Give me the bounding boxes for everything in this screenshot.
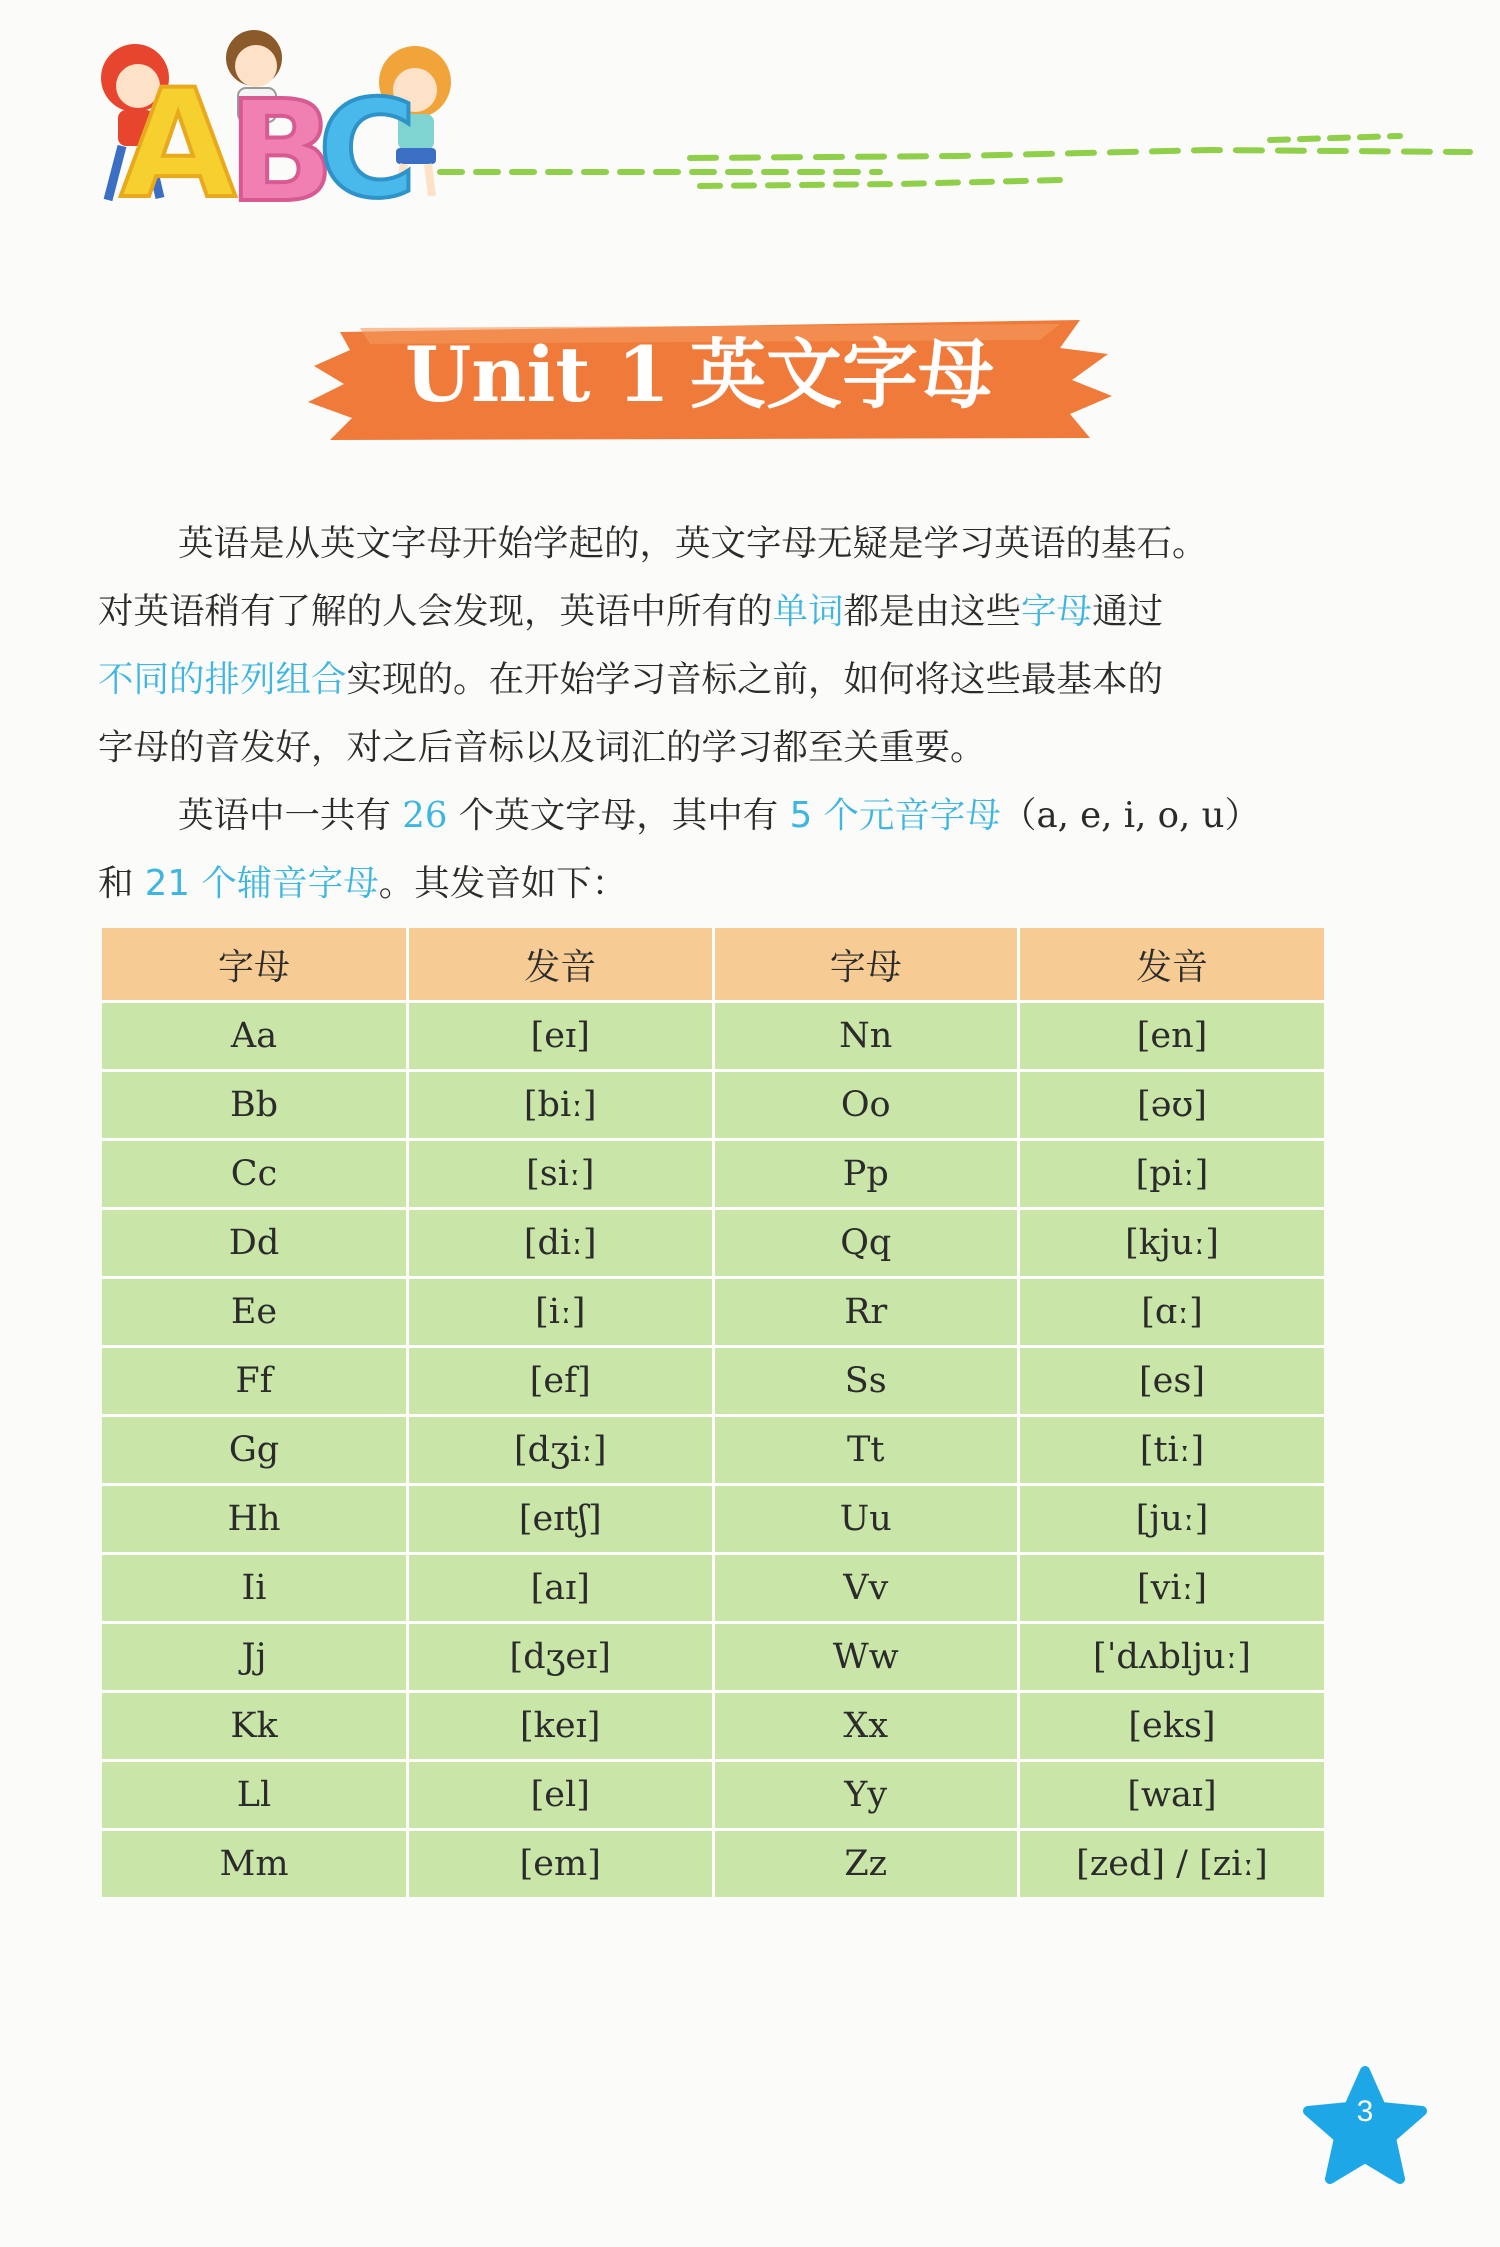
pronunciation-cell: [eɪ] (408, 1002, 714, 1071)
p2-line-1-text-a: 英语中一共有 (178, 795, 403, 836)
pronunciation-cell: [ɑː] (1019, 1278, 1325, 1347)
letter-cell: Qq (713, 1209, 1019, 1278)
p1-line-2-text-a: 对英语稍有了解的人会发现，英语中所有的 (98, 591, 773, 632)
p2-line-2-text-c: 。其发音如下： (378, 863, 628, 904)
table-row (102, 1209, 1324, 1278)
pronunciation-cell: [iː] (408, 1278, 714, 1347)
p1-line-2-text-e: 通过 (1092, 591, 1164, 632)
header-letter-2: 字母 (713, 928, 1019, 1002)
pronunciation-cell: [dʒeɪ] (408, 1623, 714, 1692)
p2-line-2-text-a: 和 (98, 863, 145, 904)
pronunciation-cell: [ef] (408, 1347, 714, 1416)
letter-cell: Aa (102, 1002, 408, 1071)
p1-line-3-text-b: 实现的。在开始学习音标之前，如何将这些最基本的 (346, 659, 1164, 700)
letter-cell: Ww (713, 1623, 1019, 1692)
svg-text:B: B (228, 71, 335, 234)
table-row (102, 1554, 1324, 1623)
svg-text:C: C (318, 71, 418, 228)
pronunciation-cell: [zed] / [ziː] (1019, 1830, 1325, 1898)
svg-text:A: A (120, 58, 237, 232)
table-row (102, 1002, 1324, 1071)
pronunciation-cell: [en] (1019, 1002, 1325, 1071)
pronunciation-cell: [tiː] (1019, 1416, 1325, 1485)
pronunciation-cell: [dʒiː] (408, 1416, 714, 1485)
letter-cell: Dd (102, 1209, 408, 1278)
p2-line-1 (98, 782, 1328, 850)
table-row (102, 1830, 1324, 1898)
table-header-row (102, 928, 1324, 1002)
header-pronunciation-2: 发音 (1019, 928, 1325, 1002)
p2-line-2 (98, 850, 1328, 918)
highlight-combination: 不同的排列组合 (98, 659, 347, 700)
pronunciation-cell: [viː] (1019, 1554, 1325, 1623)
letter-cell: Ii (102, 1554, 408, 1623)
highlight-letter-count: 26 (402, 795, 448, 836)
table-row (102, 1692, 1324, 1761)
pronunciation-cell: [waɪ] (1019, 1761, 1325, 1830)
letter-cell: Zz (713, 1830, 1019, 1898)
table-row (102, 1347, 1324, 1416)
p1-line-3 (98, 646, 1328, 714)
table-row (102, 1761, 1324, 1830)
vowel-list: （a, e, i, o, u） (1000, 795, 1260, 836)
pronunciation-cell: [diː] (408, 1209, 714, 1278)
header-pronunciation-1: 发音 (408, 928, 714, 1002)
pronunciation-cell: [em] (408, 1830, 714, 1898)
letter-cell: Oo (713, 1071, 1019, 1140)
table-row (102, 1485, 1324, 1554)
letter-cell: Xx (713, 1692, 1019, 1761)
highlight-consonant-count: 21 个辅音字母 (144, 863, 379, 904)
highlight-letter: 字母 (1021, 591, 1093, 632)
highlight-vowel-count: 5 个元音字母 (789, 795, 1001, 836)
letter-cell: Ll (102, 1761, 408, 1830)
dashed-trail (440, 136, 1470, 186)
table-row (102, 1416, 1324, 1485)
intro-paragraph-2 (98, 782, 1328, 918)
letter-cell: Mm (102, 1830, 408, 1898)
letter-cell: Yy (713, 1761, 1019, 1830)
p1-line-1: 英语是从英文字母开始学起的，英文字母无疑是学习英语的基石。 (178, 523, 1208, 564)
letter-cell: Rr (713, 1278, 1019, 1347)
letter-cell: Nn (713, 1002, 1019, 1071)
letter-cell: Jj (102, 1623, 408, 1692)
letter-cell: Ee (102, 1278, 408, 1347)
pronunciation-cell: [piː] (1019, 1140, 1325, 1209)
p1-line-2 (98, 578, 1328, 646)
p2-line-1-text-c: 个英文字母，其中有 (447, 795, 790, 836)
pronunciation-cell: [siː] (408, 1140, 714, 1209)
pronunciation-cell: [es] (1019, 1347, 1325, 1416)
letter-cell: Cc (102, 1140, 408, 1209)
pronunciation-cell: [biː] (408, 1071, 714, 1140)
letter-cell: Uu (713, 1485, 1019, 1554)
table-row (102, 1140, 1324, 1209)
letter-cell: Gg (102, 1416, 408, 1485)
page-number-star-icon (1300, 2065, 1430, 2195)
table-row (102, 1278, 1324, 1347)
table-row (102, 1623, 1324, 1692)
intro-paragraph-1 (98, 510, 1328, 782)
pronunciation-cell: [eɪtʃ] (408, 1485, 714, 1554)
letter-cell: Bb (102, 1071, 408, 1140)
page-number: 3 (1356, 2095, 1374, 2128)
pronunciation-cell: [el] (408, 1761, 714, 1830)
p1-line-2-text-c: 都是由这些 (843, 591, 1022, 632)
pronunciation-cell: [ˈdʌbljuː] (1019, 1623, 1325, 1692)
alphabet-pronunciation-table (102, 928, 1324, 1897)
letter-cell: Vv (713, 1554, 1019, 1623)
letter-cell: Ff (102, 1347, 408, 1416)
header-illustration (0, 0, 1500, 260)
pronunciation-cell: [keɪ] (408, 1692, 714, 1761)
abc-letters-logo (120, 58, 417, 234)
pronunciation-cell: [eks] (1019, 1692, 1325, 1761)
highlight-word: 单词 (772, 591, 844, 632)
unit-title: 英文字母 (690, 330, 994, 419)
letter-cell: Hh (102, 1485, 408, 1554)
unit-number: Unit 1 (405, 330, 670, 419)
pronunciation-cell: [əʊ] (1019, 1071, 1325, 1140)
letter-cell: Tt (713, 1416, 1019, 1485)
pronunciation-cell: [juː] (1019, 1485, 1325, 1554)
letter-cell: Pp (713, 1140, 1019, 1209)
table-row (102, 1071, 1324, 1140)
header-letter-1: 字母 (102, 928, 408, 1002)
letter-cell: Ss (713, 1347, 1019, 1416)
letter-cell: Kk (102, 1692, 408, 1761)
p1-line-4: 字母的音发好，对之后音标以及词汇的学习都至关重要。 (98, 727, 986, 768)
pronunciation-cell: [aɪ] (408, 1554, 714, 1623)
pronunciation-cell: [kjuː] (1019, 1209, 1325, 1278)
